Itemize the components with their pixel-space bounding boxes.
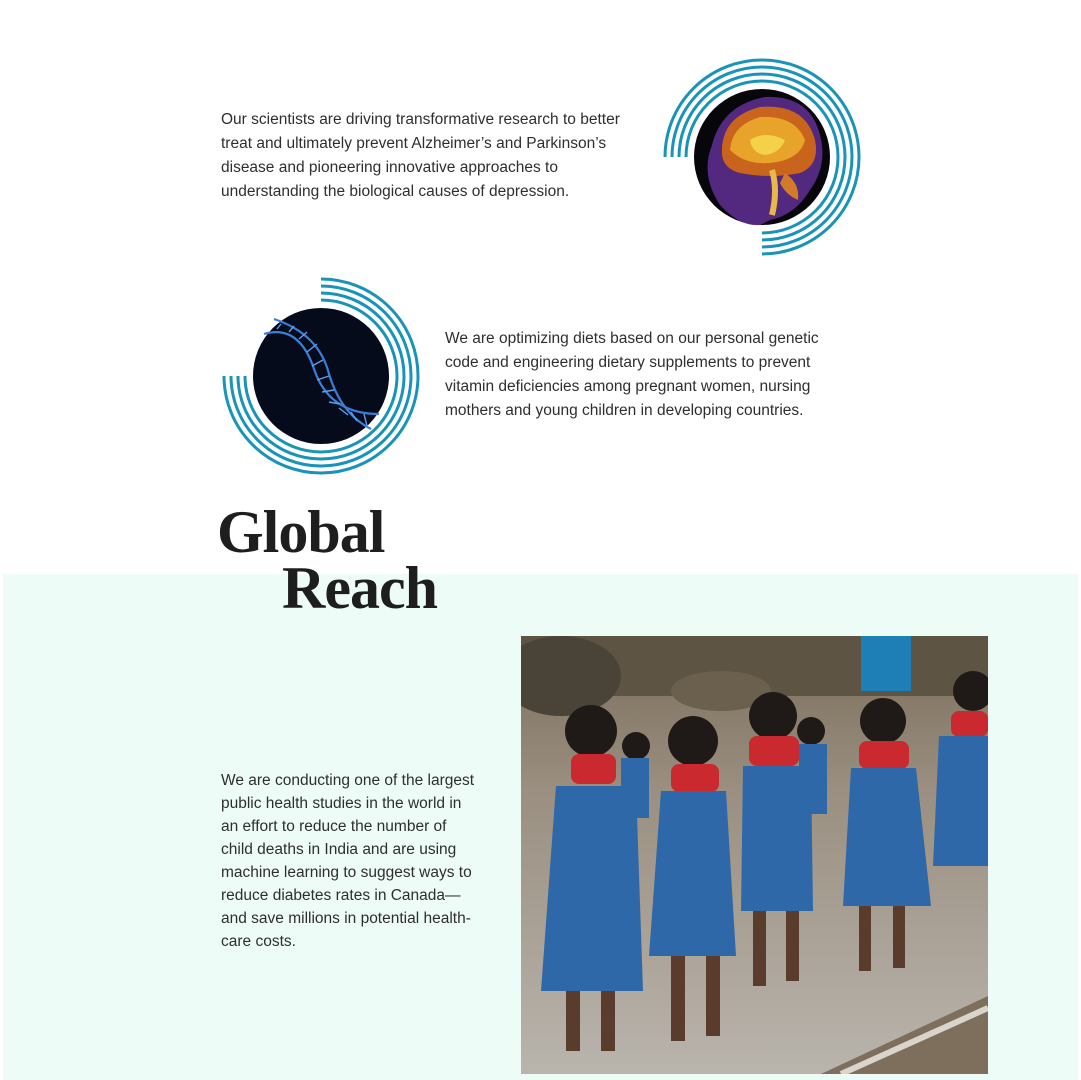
neuro-research-paragraph: Our scientists are driving transformative research to better treat and ultimately prevent Alzheimer’s and Parkinson’s disease and pioneering innovative approaches to understanding the biological causes of depression. <box>221 111 620 200</box>
nutrition-research-paragraph: We are optimizing diets based on our personal genetic code and engineering dietary supplements to prevent vitamin deficiencies among pregnant women, nursing mothers and young children in developing countries. <box>445 330 819 419</box>
schoolchildren-photo <box>521 636 988 1074</box>
dna-helix-graphic <box>219 274 424 479</box>
global-reach-heading-line-1: Global <box>217 499 385 565</box>
global-reach-heading-line-2: Reach <box>282 555 437 621</box>
brain-scan-graphic <box>660 55 865 260</box>
global-reach-paragraph: We are conducting one of the largest public health studies in the world in an effort to reduce the number of child deaths in India and are using machine learning to suggest ways to reduce diabetes rates in Canada—and save millions in potential health-care costs. <box>221 772 475 950</box>
